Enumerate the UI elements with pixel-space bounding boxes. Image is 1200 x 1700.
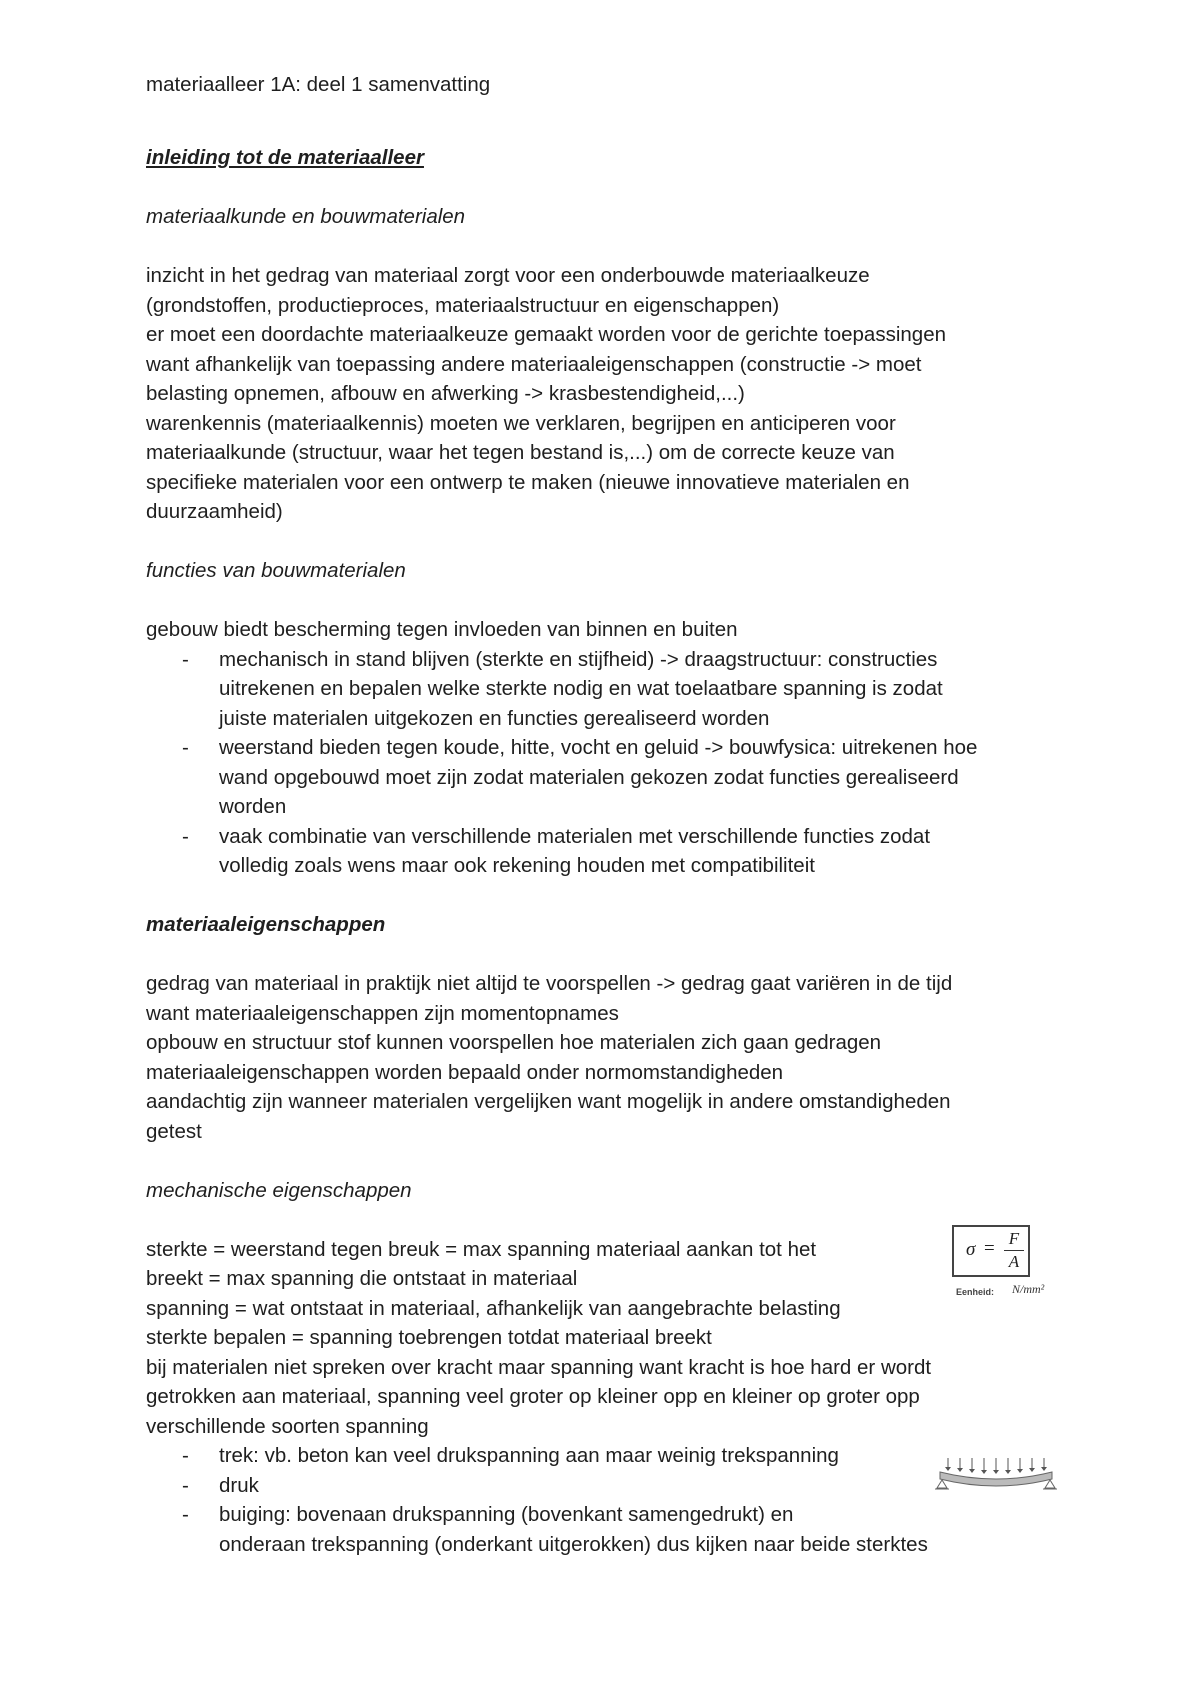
text-line: duurzaamheid) (146, 500, 283, 523)
text-line: verschillende soorten spanning (146, 1414, 429, 1438)
formula-equals: = (984, 1238, 995, 1259)
functies-list (146, 645, 1066, 881)
section-materiaalkunde-body (146, 261, 1066, 527)
text-line: want materiaaleigenschappen zijn momentopnames (146, 1001, 619, 1025)
formula-denominator: A (1008, 1252, 1020, 1271)
formula-unit-label: Eenheid: (956, 1287, 995, 1297)
text-line: sterkte bepalen = spanning toebrengen totdat materiaal breekt (146, 1326, 712, 1349)
chapter-title: inleiding tot de materiaalleer (146, 146, 424, 169)
text-line: bij materialen niet spreken over kracht maar spanning want kracht is hoe hard er wordt (146, 1355, 932, 1379)
text-line: (grondstoffen, productieproces, materiaalstructuur en eigenschappen) (146, 293, 780, 317)
text-line: gedrag van materiaal in praktijk niet altijd te voorspellen -> gedrag gaat variëren in de tijd (146, 972, 953, 995)
section-mechanische-title: mechanische eigenschappen (146, 1178, 412, 1202)
list-item: - druk (146, 1471, 1066, 1501)
bending-beam-illustration (934, 1456, 1059, 1496)
text-line: want afhankelijk van toepassing andere materiaaleigenschappen (constructie -> moet (146, 352, 922, 376)
text-line: aandachtig zijn wanneer materialen vergelijken want mogelijk in andere omstandigheden (146, 1090, 951, 1113)
section-mechanische-body (146, 1235, 1066, 1442)
formula-fraction (1004, 1229, 1024, 1272)
text-line: opbouw en structuur stof kunnen voorspellen hoe materialen zich gaan gedragen (146, 1031, 882, 1054)
list-item: - buiging: bovenaan drukspanning (bovenkant samengedrukt) en onderaan trekspanning (onderkant uitgerokken) dus kijken naar beide sterktes (146, 1500, 1066, 1559)
formula-sigma: σ (966, 1239, 976, 1260)
section-materiaalkunde-title: materiaalkunde en bouwmaterialen (146, 205, 466, 228)
list-item: - vaak combinatie van verschillende materialen met verschillende functies zodat volledig zoals wens maar ook rekening houden met compatibiliteit (146, 822, 1066, 881)
text-line: sterkte = weerstand tegen breuk = max spanning materiaal aankan tot het (146, 1237, 817, 1261)
stress-formula-image (952, 1225, 1072, 1305)
spanning-list (146, 1441, 1066, 1559)
list-item: - trek: vb. beton kan veel drukspanning aan maar weinig trekspanning (146, 1441, 1066, 1471)
list-item: - weerstand bieden tegen koude, hitte, vocht en geluid -> bouwfysica: uitrekenen hoe wand opgebouwd moet zijn zodat materialen gekozen zodat functies gerealiseerd worden (146, 733, 1066, 822)
formula-box (952, 1225, 1030, 1277)
formula-numerator: F (1008, 1229, 1020, 1248)
text-line: inzicht in het gedrag van materiaal zorgt voor een onderbouwde materiaalkeuze (146, 264, 870, 287)
document-content (146, 70, 1066, 1559)
text-line: getrokken aan materiaal, spanning veel groter op kleiner opp en kleiner op groter opp (146, 1385, 920, 1408)
text-line: materiaaleigenschappen worden bepaald onder normomstandigheden (146, 1060, 784, 1084)
text-line: specifieke materialen voor een ontwerp te maken (nieuwe innovatieve materialen en (146, 470, 910, 494)
text-line: breekt = max spanning die ontstaat in materiaal (146, 1267, 578, 1290)
text-line: belasting opnemen, afbouw en afwerking -> krasbestendigheid,...) (146, 382, 745, 405)
text-line: materiaalkunde (structuur, waar het tegen bestand is,...) om de correcte keuze van (146, 441, 895, 464)
section-materiaaleigenschappen-body (146, 969, 1066, 1146)
text-line: spanning = wat ontstaat in materiaal, afhankelijk van aangebrachte belasting (146, 1296, 841, 1320)
document-title: materiaalleer 1A: deel 1 samenvatting (146, 73, 491, 96)
section-materiaaleigenschappen-title: materiaaleigenschappen (146, 913, 386, 936)
section-functies-intro: gebouw biedt bescherming tegen invloeden van binnen en buiten (146, 618, 738, 641)
text-line: warenkennis (materiaalkennis) moeten we verklaren, begrijpen en anticiperen voor (146, 411, 896, 435)
list-item: - mechanisch in stand blijven (sterkte en stijfheid) -> draagstructuur: constructies uitrekenen en bepalen welke sterkte nodig en wat toelaatbare spanning is zodat juiste materialen uitgekozen en functies gerealiseerd worden (146, 645, 1066, 734)
text-line: getest (146, 1119, 202, 1143)
section-functies-title: functies van bouwmaterialen (146, 559, 406, 582)
formula-unit: N/mm² (1012, 1282, 1045, 1296)
text-line: er moet een doordachte materiaalkeuze gemaakt worden voor de gerichte toepassingen (146, 323, 946, 346)
